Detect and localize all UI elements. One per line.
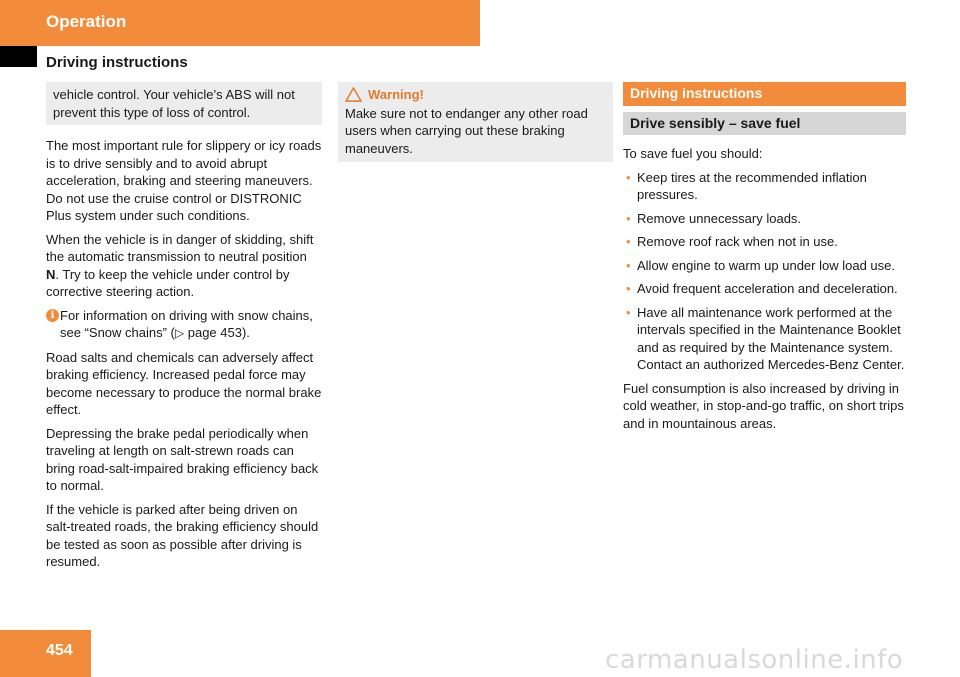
fuel-consumption-paragraph: Fuel consumption is also increased by driving in cold weather, in stop-and-go traffic, on short trips and in mountainous areas. — [623, 380, 904, 431]
watermark: carmanualsonline.info — [605, 645, 904, 675]
info-note: i For information on driving with snow chains, see “Snow chains” (▷ page 453). — [46, 307, 322, 343]
header-tab-marker — [0, 46, 37, 67]
info-icon: i — [46, 309, 59, 322]
header-bar — [0, 0, 480, 46]
list-item: • Have all maintenance work performed at the intervals specified in the Maintenance Booklet and as required by the Maintenance system. Contact an authorized Mercedes-Benz Center. — [623, 304, 906, 374]
warning-triangle-icon — [345, 87, 362, 102]
continued-note-box — [46, 82, 322, 125]
warning-box — [338, 82, 613, 162]
warning-title: Warning! — [368, 87, 424, 102]
road-salts-paragraph: Road salts and chemicals can adversely affect braking efficiency. Increased pedal force may become necessary to produce the normal brake effect. — [46, 349, 322, 417]
list-item: • Remove unnecessary loads. — [623, 210, 906, 228]
list-item: • Allow engine to warm up under low load use. — [623, 257, 906, 275]
column-right — [623, 82, 906, 438]
page-subtitle: Driving instructions — [46, 54, 188, 71]
fuel-tips-list — [623, 169, 906, 374]
warning-header — [345, 86, 606, 104]
column-left — [46, 82, 322, 577]
page-number-box — [0, 630, 91, 677]
list-item: • Avoid frequent acceleration and deceleration. — [623, 280, 906, 298]
save-fuel-intro: To save fuel you should: — [623, 146, 763, 161]
snow-chains-page-link[interactable]: page 453). — [184, 325, 250, 340]
page-ref-arrow-icon: ▷ — [174, 326, 185, 340]
section-title: Operation — [46, 12, 127, 31]
slippery-roads-paragraph: The most important rule for slippery or icy roads is to drive sensibly and to avoid abrupt acceleration, braking and steering maneuvers. Do not use the cruise control or DISTRONIC Plus system under such conditions. — [46, 138, 322, 223]
brake-pedal-paragraph: Depressing the brake pedal periodically when traveling at length on salt-strewn roads can bring road-salt-impaired braking efficiency back to normal. — [46, 425, 319, 493]
column-middle — [338, 82, 613, 162]
list-item: • Remove roof rack when not in use. — [623, 233, 906, 251]
continued-note-text: vehicle control. Your vehicle’s ABS will not prevent this type of loss of control. — [53, 87, 295, 120]
parked-vehicle-paragraph: If the vehicle is parked after being driven on salt-treated roads, the braking efficiency should be tested as soon as possible after driving is resumed. — [46, 501, 319, 569]
warning-text: Make sure not to endanger any other road users when carrying out these braking maneuvers. — [345, 105, 588, 156]
list-item: • Keep tires at the recommended inflation pressures. — [623, 169, 906, 204]
gear-position-n: N — [46, 266, 56, 282]
driving-instructions-heading: Driving instructions — [623, 82, 906, 106]
save-fuel-subheading: Drive sensibly – save fuel — [623, 112, 906, 136]
page-number: 454 — [46, 642, 73, 659]
skidding-paragraph: When the vehicle is in danger of skidding, shift the automatic transmission to neutral position N. Try to keep the vehicle under control by corrective steering action. — [46, 231, 314, 299]
